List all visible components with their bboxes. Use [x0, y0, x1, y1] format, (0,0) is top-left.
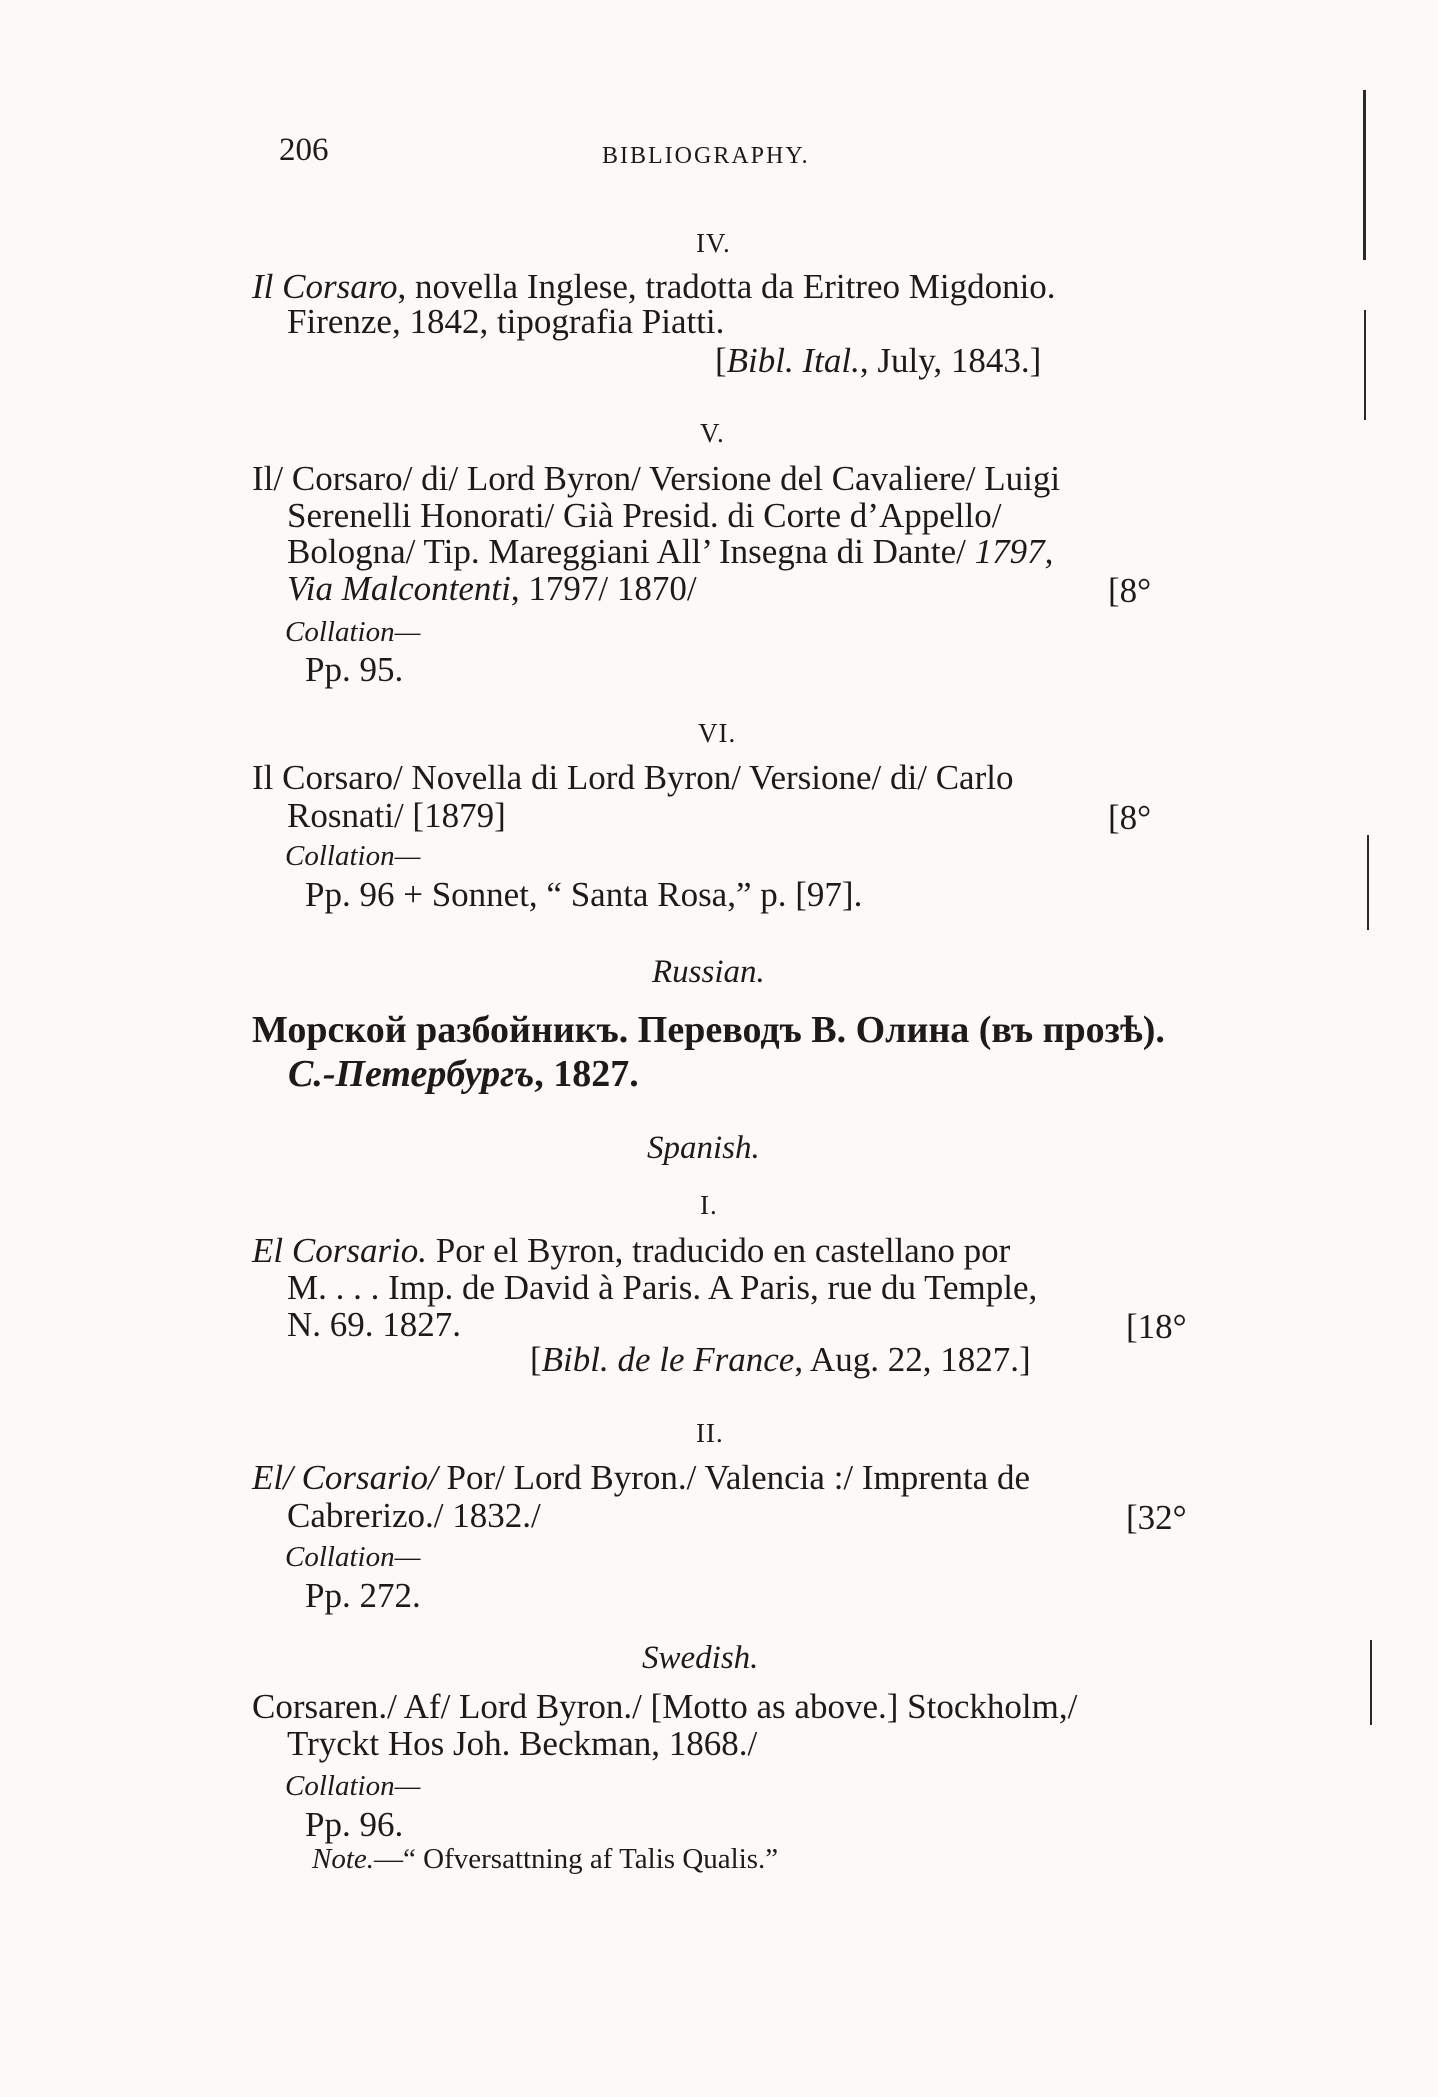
scan-edge-mark	[1367, 835, 1369, 930]
russian-entry-line: Морской разбойникъ. Переводъ В. Олина (въ прозѣ).	[252, 1009, 1165, 1051]
source-date: , Aug. 22, 1827.]	[794, 1340, 1031, 1379]
entry-line: Corsaren./ Af/ Lord Byron./ [Motto as above.] Stockholm,/	[252, 1687, 1078, 1726]
entry-line: N. 69. 1827.	[287, 1305, 462, 1344]
language-heading: Russian.	[652, 954, 765, 990]
source-date: , July, 1843.]	[859, 341, 1042, 380]
entry-numeral: II.	[696, 1418, 724, 1448]
entry-line	[252, 533, 1053, 571]
scan-edge-mark	[1363, 90, 1366, 260]
entry-line: Il/ Corsaro/ di/ Lord Byron/ Versione del Cavaliere/ Luigi	[252, 459, 1061, 498]
language-heading: Swedish.	[642, 1640, 759, 1676]
bracket: [	[530, 1340, 542, 1379]
entry-line: Tryckt Hos Joh. Beckman, 1868./	[287, 1724, 758, 1763]
entry-text: Bologna/ Tip. Mareggiani All’ Insegna di Dante/	[287, 532, 975, 571]
entry-line: Firenze, 1842, tipografia Piatti.	[287, 302, 725, 341]
entry-numeral: VI.	[698, 718, 737, 748]
entry-line: Il Corsaro/ Novella di Lord Byron/ Versione/ di/ Carlo	[252, 758, 1014, 797]
collation-value: Pp. 96.	[305, 1805, 404, 1844]
source-citation	[530, 1341, 1031, 1379]
entry-line	[252, 1459, 1030, 1497]
entry-numeral: I.	[700, 1190, 718, 1220]
collation-label: Collation—	[285, 840, 421, 872]
russian-year: , 1827.	[534, 1053, 639, 1095]
entry-line: Serenelli Honorati/ Già Presid. di Corte d’Appello/	[287, 496, 1002, 535]
entry-text: , 1797/ 1870/	[510, 569, 697, 608]
running-title: BIBLIOGRAPHY.	[602, 143, 810, 169]
collation-label: Collation—	[285, 616, 421, 648]
note-label: Note.	[312, 1843, 375, 1875]
source-citation	[715, 342, 1041, 380]
bracket: [	[715, 341, 727, 380]
entry-title: Il Corsaro	[252, 267, 398, 306]
collation-value: Pp. 272.	[305, 1576, 421, 1615]
collation-value: Pp. 95.	[305, 650, 404, 689]
note-text: —“ Ofversattning af Talis Qualis.”	[374, 1843, 779, 1875]
entry-text: Por/ Lord Byron./ Valencia :/ Imprenta de	[437, 1458, 1030, 1497]
format-size: [18°	[1126, 1307, 1187, 1346]
entry-street: Via Malcontenti	[287, 569, 511, 608]
entry-line	[252, 570, 697, 608]
entry-line: M. . . . Imp. de David à Paris. A Paris, rue du Temple,	[287, 1268, 1038, 1307]
russian-entry-line	[288, 1052, 639, 1096]
format-size: [32°	[1126, 1498, 1187, 1537]
format-size: [8°	[1108, 798, 1152, 837]
entry-year: 1797,	[974, 532, 1054, 571]
entry-numeral: IV.	[696, 228, 731, 258]
russian-place: С.-Петербургъ	[288, 1053, 535, 1095]
entry-title: El Corsario.	[252, 1231, 428, 1270]
source-title: Bibl. Ital.	[726, 341, 860, 380]
scan-edge-mark	[1364, 310, 1366, 420]
collation-value: Pp. 96 + Sonnet, “ Santa Rosa,” p. [97].	[305, 875, 863, 914]
entry-text: , novella Inglese, tradotta da Eritreo Migdonio.	[397, 267, 1056, 306]
entry-line	[252, 1232, 1010, 1270]
collation-label: Collation—	[285, 1770, 421, 1802]
entry-line: Rosnati/ [1879]	[287, 796, 506, 835]
source-title: Bibl. de le France	[541, 1340, 795, 1379]
entry-line	[252, 268, 1056, 306]
collation-label: Collation—	[285, 1541, 421, 1573]
format-size: [8°	[1108, 571, 1152, 610]
entry-line: Cabrerizo./ 1832./	[287, 1496, 541, 1535]
entry-title: El/ Corsario/	[252, 1458, 438, 1497]
page-number: 206	[279, 132, 329, 168]
entry-text: Por el Byron, traducido en castellano por	[427, 1231, 1011, 1270]
entry-numeral: V.	[700, 418, 725, 448]
language-heading: Spanish.	[647, 1130, 760, 1166]
scan-edge-mark	[1370, 1640, 1372, 1725]
note-line	[312, 1843, 778, 1875]
